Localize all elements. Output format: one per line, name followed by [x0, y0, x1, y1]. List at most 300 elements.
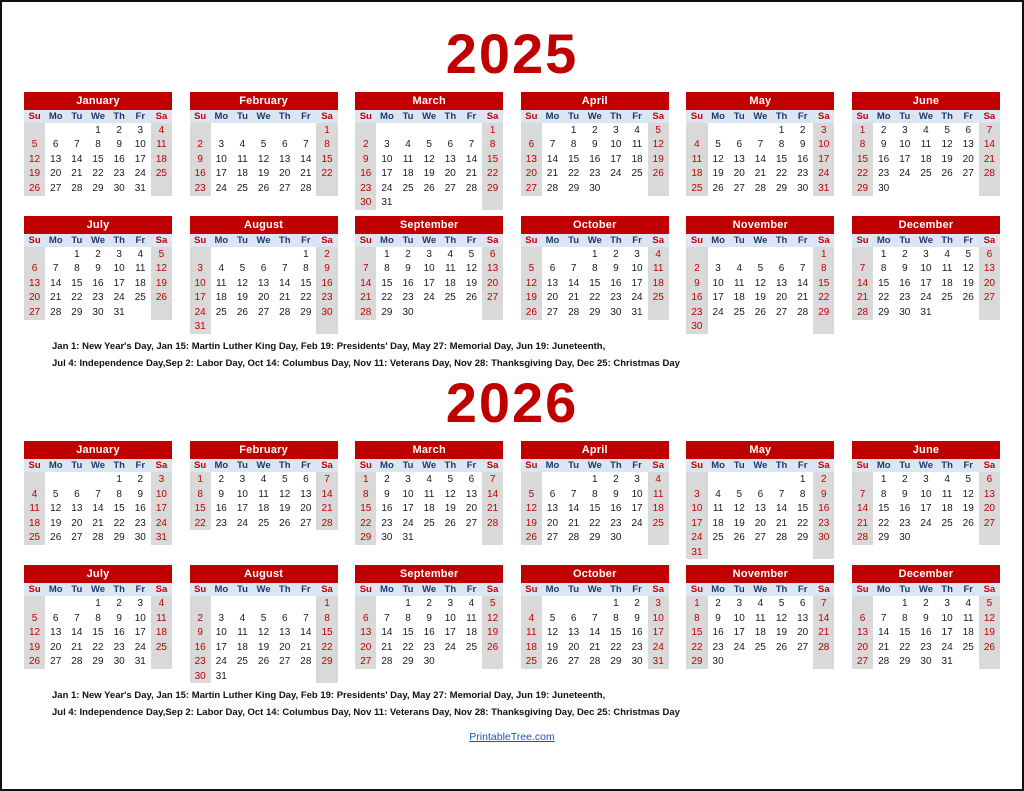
week-row — [852, 640, 1000, 655]
weekday-header-we: We — [87, 459, 108, 472]
day-cell: 16 — [686, 291, 707, 306]
day-cell-empty — [232, 320, 253, 335]
day-cell-empty — [792, 247, 813, 262]
day-cell: 2 — [211, 472, 232, 487]
day-cell: 4 — [648, 472, 669, 487]
day-cell: 24 — [648, 640, 669, 655]
day-cell: 29 — [873, 530, 894, 545]
day-cell: 12 — [521, 501, 542, 516]
day-cell: 12 — [542, 625, 563, 640]
day-cell: 13 — [482, 262, 503, 277]
day-cell: 18 — [686, 167, 707, 182]
day-cell-empty — [708, 472, 729, 487]
weekday-header-mo: Mo — [542, 459, 563, 472]
day-cell-empty — [771, 247, 792, 262]
day-cell: 5 — [979, 596, 1000, 611]
day-cell-empty — [542, 123, 563, 138]
day-cell: 6 — [958, 123, 979, 138]
day-cell: 29 — [295, 305, 316, 320]
day-cell: 12 — [958, 262, 979, 277]
month-july — [24, 216, 172, 334]
day-cell: 15 — [792, 501, 813, 516]
day-cell: 17 — [376, 167, 397, 182]
day-cell: 10 — [915, 487, 936, 502]
day-cell: 23 — [109, 640, 130, 655]
day-cell: 17 — [915, 276, 936, 291]
week-row — [686, 625, 834, 640]
day-cell: 10 — [211, 625, 232, 640]
week-row — [686, 291, 834, 306]
day-cell: 8 — [397, 611, 418, 626]
day-cell: 18 — [232, 167, 253, 182]
day-cell: 19 — [958, 276, 979, 291]
day-cell: 25 — [232, 654, 253, 669]
week-row — [190, 262, 338, 277]
day-cell: 20 — [852, 640, 873, 655]
week-row — [355, 472, 503, 487]
day-cell: 2 — [109, 123, 130, 138]
day-cell: 12 — [151, 262, 172, 277]
day-cell: 4 — [440, 247, 461, 262]
day-cell: 17 — [915, 501, 936, 516]
week-row — [852, 138, 1000, 153]
weekday-header-fr: Fr — [130, 583, 151, 596]
day-cell-empty — [253, 320, 274, 335]
weekday-header-th: Th — [771, 234, 792, 247]
day-cell: 30 — [605, 530, 626, 545]
day-cell: 28 — [852, 530, 873, 545]
weekday-header-fr: Fr — [792, 459, 813, 472]
day-cell: 17 — [813, 152, 834, 167]
day-cell: 15 — [584, 501, 605, 516]
day-cell: 19 — [419, 167, 440, 182]
day-cell-empty — [376, 596, 397, 611]
day-cell-empty — [355, 247, 376, 262]
day-cell: 19 — [482, 625, 503, 640]
day-cell: 17 — [232, 501, 253, 516]
day-cell: 27 — [24, 305, 45, 320]
day-cell: 1 — [873, 247, 894, 262]
day-cell: 25 — [151, 167, 172, 182]
week-row — [24, 167, 172, 182]
day-cell: 13 — [24, 276, 45, 291]
week-row — [521, 516, 669, 531]
week-row — [24, 138, 172, 153]
week-row — [355, 181, 503, 196]
day-cell-empty — [24, 596, 45, 611]
week-row — [190, 320, 338, 335]
day-cell: 3 — [915, 472, 936, 487]
day-cell: 10 — [211, 152, 232, 167]
day-cell-empty — [211, 320, 232, 335]
day-cell: 6 — [750, 487, 771, 502]
day-cell: 10 — [626, 487, 647, 502]
day-cell: 19 — [542, 640, 563, 655]
week-row — [355, 123, 503, 138]
weekday-header-tu: Tu — [66, 234, 87, 247]
weekday-header-th: Th — [440, 583, 461, 596]
day-cell: 19 — [274, 501, 295, 516]
day-cell-empty — [521, 596, 542, 611]
day-cell: 12 — [979, 611, 1000, 626]
week-row — [686, 167, 834, 182]
day-cell-empty — [979, 305, 1000, 320]
day-cell: 22 — [894, 640, 915, 655]
day-cell: 28 — [852, 305, 873, 320]
day-cell: 31 — [190, 320, 211, 335]
week-row — [24, 611, 172, 626]
day-cell: 29 — [563, 181, 584, 196]
weekday-header-th: Th — [440, 234, 461, 247]
day-cell: 22 — [605, 640, 626, 655]
day-cell: 4 — [397, 138, 418, 153]
day-cell: 7 — [852, 487, 873, 502]
day-cell: 2 — [894, 247, 915, 262]
week-row — [355, 516, 503, 531]
day-cell: 13 — [274, 152, 295, 167]
day-cell: 9 — [109, 611, 130, 626]
weekday-header-we: We — [87, 110, 108, 123]
day-cell: 8 — [605, 611, 626, 626]
day-cell: 25 — [648, 516, 669, 531]
day-cell-empty — [66, 472, 87, 487]
month-grid — [24, 234, 172, 320]
day-cell: 12 — [45, 501, 66, 516]
month-name: August — [190, 565, 338, 583]
day-cell-empty — [542, 472, 563, 487]
day-cell: 7 — [295, 138, 316, 153]
day-cell-empty — [419, 123, 440, 138]
weekday-header-sa: Sa — [648, 110, 669, 123]
day-cell: 30 — [87, 305, 108, 320]
day-cell: 16 — [915, 625, 936, 640]
weekday-header-fr: Fr — [958, 583, 979, 596]
day-cell: 19 — [24, 167, 45, 182]
weekday-header-th: Th — [937, 583, 958, 596]
week-row — [24, 487, 172, 502]
week-row — [190, 152, 338, 167]
day-cell-empty — [648, 305, 669, 320]
week-row — [521, 501, 669, 516]
day-cell-empty — [295, 320, 316, 335]
day-cell-empty — [211, 596, 232, 611]
day-cell-empty — [958, 530, 979, 545]
day-cell: 9 — [605, 262, 626, 277]
day-cell: 15 — [605, 625, 626, 640]
weekday-header-th: Th — [109, 110, 130, 123]
weekday-header-su: Su — [852, 234, 873, 247]
day-cell: 31 — [130, 654, 151, 669]
month-may — [686, 441, 834, 559]
day-cell: 28 — [750, 181, 771, 196]
day-cell: 16 — [397, 276, 418, 291]
week-row — [521, 596, 669, 611]
day-cell-empty — [253, 669, 274, 684]
day-cell-empty — [461, 305, 482, 320]
day-cell: 20 — [66, 516, 87, 531]
weekday-header-sa: Sa — [813, 110, 834, 123]
month-name: August — [190, 216, 338, 234]
day-cell-empty — [563, 472, 584, 487]
weekday-header-we: We — [584, 459, 605, 472]
day-cell: 28 — [66, 181, 87, 196]
day-cell: 13 — [45, 152, 66, 167]
day-cell: 12 — [729, 501, 750, 516]
day-cell: 23 — [813, 516, 834, 531]
day-cell: 28 — [295, 654, 316, 669]
day-cell: 5 — [24, 611, 45, 626]
month-december — [852, 565, 1000, 683]
day-cell: 2 — [792, 123, 813, 138]
day-cell-empty — [813, 320, 834, 335]
day-cell: 15 — [66, 276, 87, 291]
week-row — [852, 625, 1000, 640]
day-cell: 5 — [440, 472, 461, 487]
day-cell: 29 — [873, 305, 894, 320]
day-cell: 18 — [440, 276, 461, 291]
day-cell: 14 — [45, 276, 66, 291]
day-cell: 20 — [274, 167, 295, 182]
day-cell: 6 — [542, 262, 563, 277]
day-cell: 16 — [626, 625, 647, 640]
day-cell: 25 — [915, 167, 936, 182]
day-cell: 28 — [584, 654, 605, 669]
week-row — [686, 152, 834, 167]
day-cell: 24 — [626, 516, 647, 531]
weekday-header-tu: Tu — [397, 110, 418, 123]
day-cell: 1 — [109, 472, 130, 487]
day-cell: 26 — [958, 291, 979, 306]
day-cell: 19 — [24, 640, 45, 655]
day-cell: 19 — [708, 167, 729, 182]
day-cell-empty — [937, 530, 958, 545]
day-cell: 20 — [440, 167, 461, 182]
day-cell: 13 — [355, 625, 376, 640]
day-cell: 4 — [461, 596, 482, 611]
day-cell: 24 — [813, 167, 834, 182]
day-cell: 26 — [771, 640, 792, 655]
weekday-header-sa: Sa — [151, 110, 172, 123]
day-cell: 4 — [211, 262, 232, 277]
day-cell: 22 — [482, 167, 503, 182]
day-cell-empty — [190, 596, 211, 611]
day-cell: 20 — [45, 640, 66, 655]
week-row — [190, 669, 338, 684]
day-cell: 4 — [648, 247, 669, 262]
weekday-header-we: We — [584, 583, 605, 596]
day-cell: 21 — [852, 291, 873, 306]
day-cell: 20 — [771, 291, 792, 306]
day-cell: 29 — [792, 530, 813, 545]
day-cell: 30 — [915, 654, 936, 669]
weekday-header-mo: Mo — [211, 459, 232, 472]
month-grid — [521, 234, 669, 320]
day-cell: 3 — [440, 596, 461, 611]
day-cell: 10 — [190, 276, 211, 291]
year-block-2025 — [24, 22, 1000, 371]
day-cell: 15 — [852, 152, 873, 167]
day-cell: 6 — [45, 138, 66, 153]
weekday-header-tu: Tu — [232, 110, 253, 123]
day-cell: 11 — [648, 487, 669, 502]
day-cell-empty — [376, 123, 397, 138]
weekday-header-sa: Sa — [648, 583, 669, 596]
day-cell: 23 — [584, 167, 605, 182]
day-cell: 24 — [130, 167, 151, 182]
day-cell: 3 — [813, 123, 834, 138]
week-row — [852, 611, 1000, 626]
day-cell: 17 — [130, 625, 151, 640]
day-cell: 7 — [979, 123, 1000, 138]
weekday-header-tu: Tu — [232, 583, 253, 596]
weekday-header-we: We — [419, 583, 440, 596]
day-cell: 5 — [253, 611, 274, 626]
month-name: April — [521, 441, 669, 459]
weekday-header-tu: Tu — [729, 110, 750, 123]
day-cell: 14 — [295, 152, 316, 167]
day-cell-empty — [295, 123, 316, 138]
month-name: June — [852, 92, 1000, 110]
day-cell: 10 — [130, 138, 151, 153]
weekday-header-mo: Mo — [873, 583, 894, 596]
day-cell: 10 — [419, 262, 440, 277]
month-grid — [24, 110, 172, 196]
day-cell: 27 — [355, 654, 376, 669]
day-cell: 31 — [813, 181, 834, 196]
day-cell: 17 — [605, 152, 626, 167]
day-cell: 23 — [873, 167, 894, 182]
weekday-header-su: Su — [190, 234, 211, 247]
printabletree-link[interactable]: PrintableTree.com — [469, 730, 555, 743]
day-cell: 17 — [626, 501, 647, 516]
day-cell: 14 — [852, 276, 873, 291]
day-cell-empty — [813, 545, 834, 560]
day-cell: 20 — [979, 276, 1000, 291]
day-cell: 2 — [109, 596, 130, 611]
weekday-header-fr: Fr — [958, 234, 979, 247]
day-cell: 5 — [419, 138, 440, 153]
day-cell: 15 — [894, 625, 915, 640]
weekday-header-su: Su — [686, 459, 707, 472]
day-cell: 8 — [873, 487, 894, 502]
day-cell-empty — [894, 181, 915, 196]
day-cell: 21 — [792, 291, 813, 306]
day-cell: 9 — [915, 611, 936, 626]
weekday-header-su: Su — [24, 583, 45, 596]
week-row — [355, 262, 503, 277]
day-cell: 26 — [274, 516, 295, 531]
day-cell: 17 — [419, 276, 440, 291]
day-cell-empty — [792, 320, 813, 335]
weekday-header-mo: Mo — [211, 110, 232, 123]
day-cell: 3 — [626, 472, 647, 487]
day-cell: 14 — [584, 625, 605, 640]
week-row — [355, 640, 503, 655]
weekday-header-tu: Tu — [894, 234, 915, 247]
day-cell-empty — [440, 530, 461, 545]
day-cell: 30 — [605, 305, 626, 320]
day-cell: 5 — [648, 123, 669, 138]
day-cell: 6 — [440, 138, 461, 153]
day-cell: 12 — [648, 138, 669, 153]
day-cell: 30 — [130, 530, 151, 545]
day-cell: 7 — [45, 262, 66, 277]
day-cell: 28 — [376, 654, 397, 669]
day-cell-empty — [771, 472, 792, 487]
day-cell: 6 — [274, 138, 295, 153]
day-cell: 14 — [563, 276, 584, 291]
day-cell: 27 — [979, 516, 1000, 531]
month-december — [852, 216, 1000, 334]
month-grid — [190, 234, 338, 334]
week-row — [686, 487, 834, 502]
day-cell: 25 — [521, 654, 542, 669]
day-cell: 11 — [708, 501, 729, 516]
day-cell-empty — [771, 320, 792, 335]
weekday-header-we: We — [915, 110, 936, 123]
day-cell: 13 — [253, 276, 274, 291]
months-row-second-half — [24, 216, 1000, 334]
week-row — [190, 596, 338, 611]
day-cell: 7 — [873, 611, 894, 626]
week-row — [355, 167, 503, 182]
day-cell: 20 — [24, 291, 45, 306]
day-cell: 20 — [750, 516, 771, 531]
weekday-header-su: Su — [24, 234, 45, 247]
day-cell: 12 — [750, 276, 771, 291]
day-cell: 11 — [750, 611, 771, 626]
day-cell-empty — [792, 654, 813, 669]
week-row — [355, 247, 503, 262]
week-row — [24, 291, 172, 306]
day-cell: 26 — [648, 167, 669, 182]
month-grid — [686, 459, 834, 559]
day-cell: 13 — [295, 487, 316, 502]
day-cell: 2 — [584, 123, 605, 138]
week-row — [686, 530, 834, 545]
day-cell: 17 — [937, 625, 958, 640]
day-cell: 19 — [151, 276, 172, 291]
day-cell: 20 — [295, 501, 316, 516]
weekday-header-tu: Tu — [563, 234, 584, 247]
day-cell: 1 — [295, 247, 316, 262]
weekday-header-th: Th — [771, 110, 792, 123]
day-cell: 3 — [130, 596, 151, 611]
weekday-header-tu: Tu — [397, 583, 418, 596]
weekday-header-sa: Sa — [979, 110, 1000, 123]
day-cell: 11 — [397, 152, 418, 167]
day-cell: 5 — [274, 472, 295, 487]
month-name: September — [355, 216, 503, 234]
day-cell: 6 — [482, 247, 503, 262]
day-cell: 20 — [542, 291, 563, 306]
day-cell: 10 — [232, 487, 253, 502]
day-cell: 10 — [397, 487, 418, 502]
weekday-header-su: Su — [521, 234, 542, 247]
day-cell: 7 — [852, 262, 873, 277]
day-cell: 24 — [232, 516, 253, 531]
day-cell: 25 — [397, 181, 418, 196]
day-cell: 29 — [894, 654, 915, 669]
day-cell: 14 — [376, 625, 397, 640]
day-cell: 6 — [66, 487, 87, 502]
day-cell: 20 — [253, 291, 274, 306]
weekday-header-fr: Fr — [792, 234, 813, 247]
day-cell: 11 — [130, 262, 151, 277]
day-cell: 26 — [482, 640, 503, 655]
day-cell-empty — [274, 669, 295, 684]
day-cell: 12 — [937, 138, 958, 153]
